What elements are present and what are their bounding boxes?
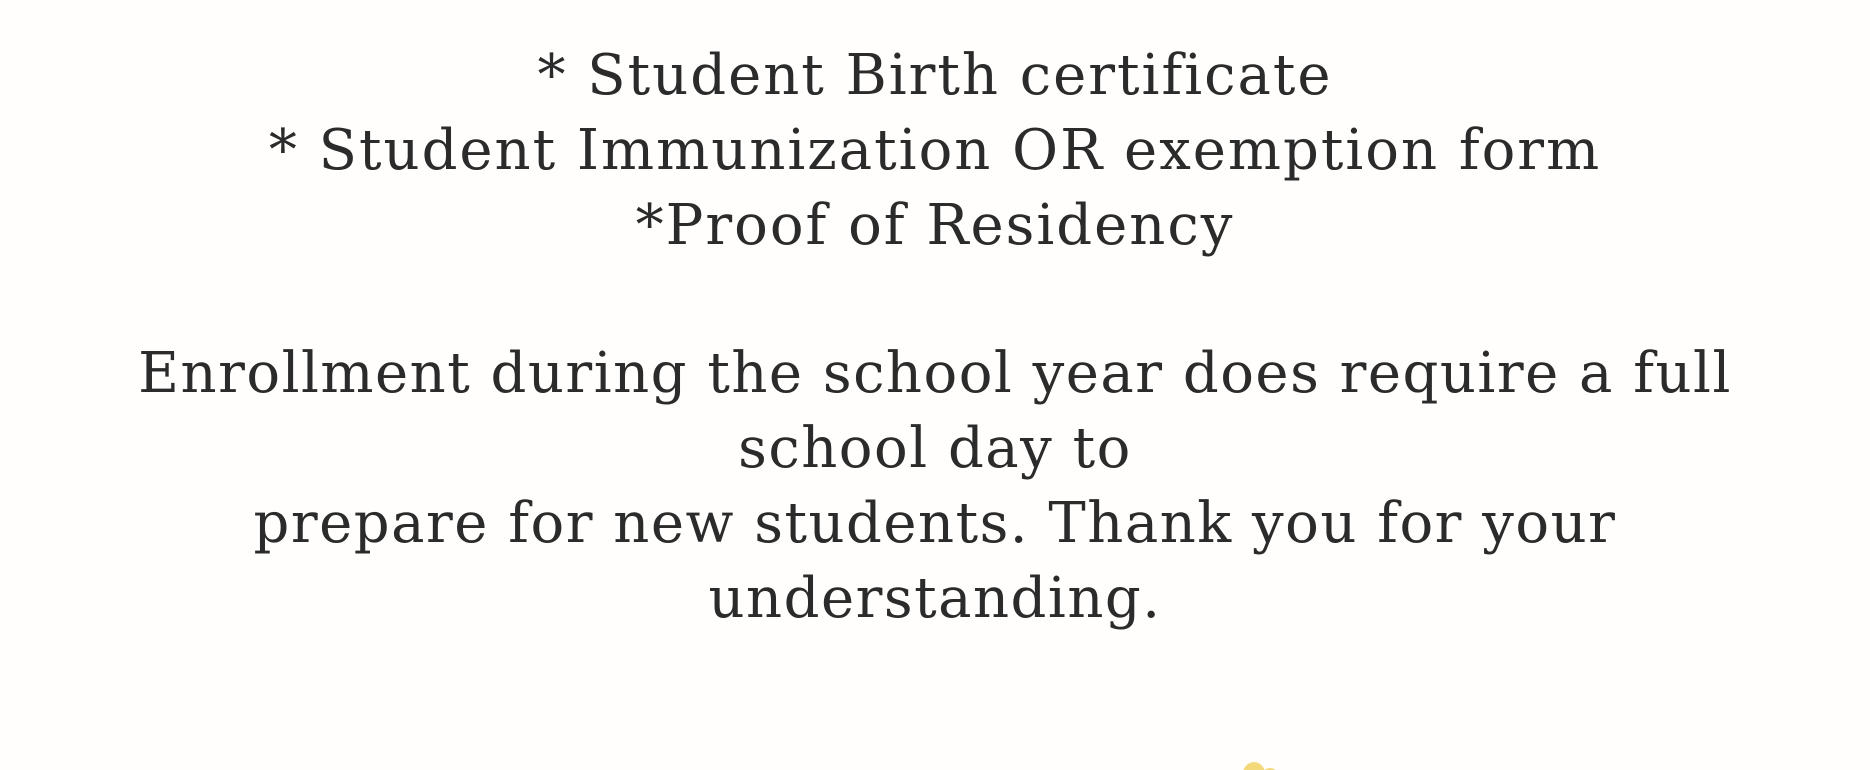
enrollment-note-line-1: Enrollment during the school year does require a full school day to (138, 341, 1732, 481)
teal-flower-decoration (780, 758, 840, 770)
requirement-proof-of-residency: *Proof of Residency (635, 193, 1235, 258)
requirement-birth-certificate: * Student Birth certificate (537, 43, 1333, 108)
enrollment-note-line-2: prepare for new students. Thank you for your understanding. (253, 491, 1617, 631)
yellow-flower-decoration (1226, 752, 1286, 770)
required-documents-list (0, 38, 1870, 263)
yellow-petal (1242, 762, 1266, 770)
requirement-immunization: * Student Immunization OR exemption form (268, 118, 1602, 183)
enrollment-note (60, 336, 1810, 636)
